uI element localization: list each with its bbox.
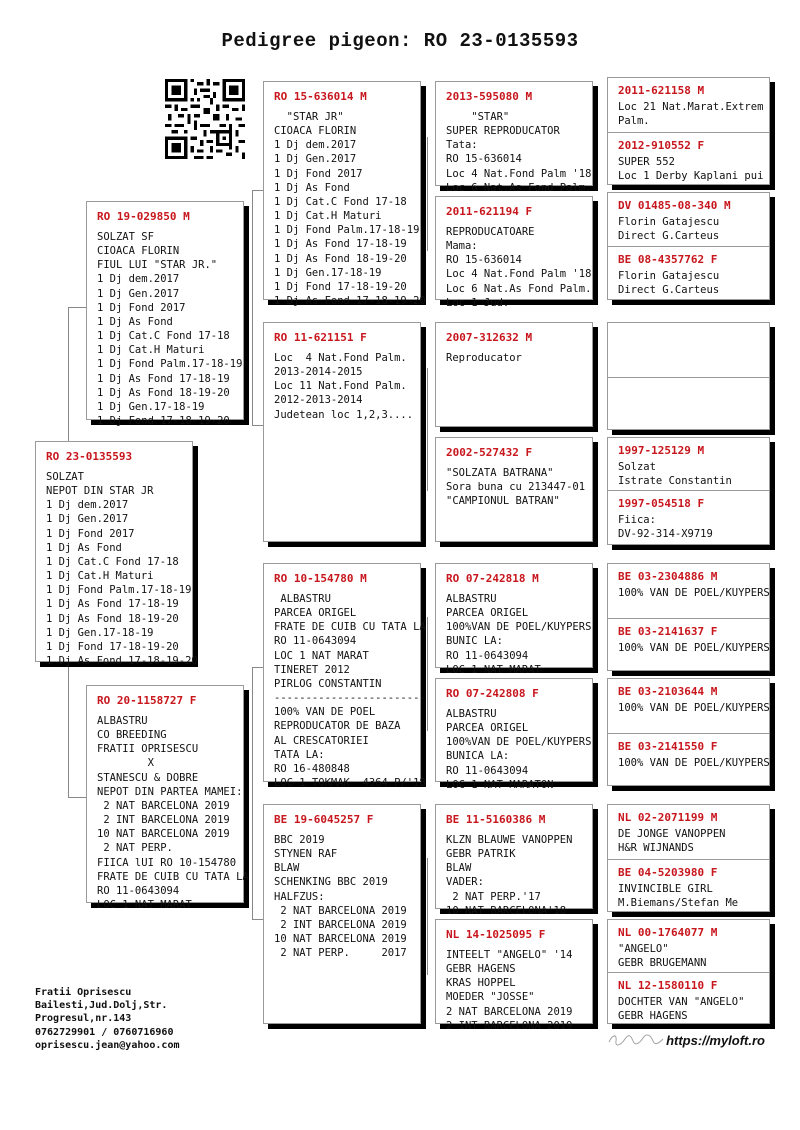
pigeon-details: Reproducator	[446, 352, 522, 364]
connector-line	[252, 919, 263, 920]
ring-number: RO 20-1158727 F	[97, 694, 197, 707]
ring-number: RO 23-0135593	[46, 450, 133, 463]
pedigree-card-subject	[35, 441, 198, 668]
connector-line	[252, 667, 263, 668]
signature-icon	[607, 1030, 665, 1048]
pigeon-details: Fiica: DV-92-314-X9719	[618, 514, 713, 541]
ring-number: 1997-054518 F	[618, 497, 705, 510]
pedigree-card-gen3-3	[435, 322, 593, 427]
pedigree-card-gen3-8	[435, 919, 593, 1032]
pedigree-card-dam-sire	[263, 563, 426, 790]
pedigree-card-gen3-6	[435, 678, 593, 791]
pigeon-details: INTEELT "ANGELO" '14 GEBR HAGENS KRAS HOPPEL MOEDER "JOSSE" 2 NAT BARCELONA 2019 2 INT BARCELONA 2019	[446, 949, 573, 1032]
pedigree-card-sire	[86, 201, 244, 428]
pedigree-card-gen3-1	[435, 81, 593, 194]
pigeon-details: "STAR JR" CIOACA FLORIN 1 Dj dem.2017 1 Dj Gen.2017 1 Dj Fond 2017 1 Dj As Fond 1 Dj Cat.C Fond 17-18 1 Dj Cat.H Maturi 1 Dj Fond Palm.17-18-19 1 Dj As Fond 17-18-19 1 Dj As Fond 18-19-20 1 Dj Gen.17-18-19 1 Dj Fond 17-18-19-20 1 Dj As Fond 17-18-19-20	[274, 111, 426, 308]
pigeon-details: "STAR" SUPER REPRODUCATOR Tata: RO 15-636014 Loc 4 Nat.Fond Palm '18 Loc 6 Nat.As Fond Palm.	[446, 111, 592, 194]
pigeon-details: Solzat Istrate Constantin	[618, 461, 732, 488]
ring-number: RO 19-029850 M	[97, 210, 190, 223]
pigeon-details: ALBASTRU CO BREEDING FRATII OPRISESCU X STANESCU & DOBRE NEPOT DIN PARTEA MAMEI: 2 NAT BARCELONA 2019 2 INT BARCELONA 2019 10 NAT BARCELONA 2019 2 NAT PERP. FIICA lUI RO 10-154780 FRATE DE CUIB CU TATA LA RO 11-0643094 LOC 1 NAT MARAT	[97, 715, 249, 912]
connector-line	[68, 797, 87, 798]
ring-number: NL 12-1580110 F	[618, 979, 718, 992]
connector-line	[68, 662, 69, 797]
pigeon-details: ALBASTRU PARCEA ORIGEL 100%VAN DE POEL/KUYPERS BUNICA LA: RO 11-0643094 LOC 1 NAT MARATON	[446, 708, 592, 791]
pigeon-details: SUPER 552 Loc 1 Derby Kaplani pui	[618, 156, 764, 183]
ring-number: BE 08-4357762 F	[618, 253, 718, 266]
pedigree-card-gen3-2	[435, 196, 593, 309]
website-link[interactable]: https://myloft.ro	[666, 1033, 765, 1048]
pigeon-details: KLZN BLAUWE VANOPPEN GEBR PATRIK BLAW VADER: 2 NAT PERP.'17 10 NAT BARCELONA'18	[446, 834, 573, 917]
pigeon-details: ALBASTRU PARCEA ORIGEL 100%VAN DE POEL/KUYPERS BUNIC LA: RO 11-0643094 LOC 1 NAT MARAT	[446, 593, 592, 676]
pigeon-details: 100% VAN DE POEL/KUYPERS	[618, 702, 770, 714]
ring-number: BE 19-6045257 F	[274, 813, 374, 826]
pedigree-card-gen4-pair-8	[607, 919, 770, 1024]
ring-number: BE 11-5160386 M	[446, 813, 546, 826]
qr-code	[165, 79, 245, 159]
pedigree-card-gen4-pair-1	[607, 77, 770, 185]
ring-number: 2011-621158 M	[618, 84, 705, 97]
pigeon-details: "ANGELO" GEBR BRUGEMANN	[618, 943, 707, 970]
connector-line	[427, 368, 428, 491]
connector-line	[427, 137, 428, 251]
pigeon-details: SOLZAT SF CIOACA FLORIN FIUL LUI "STAR JR." 1 Dj dem.2017 1 Dj Gen.2017 1 Dj Fond 2017 1 Dj As Fond 1 Dj Cat.C Fond 17-18 1 Dj Cat.H Maturi 1 Dj Fond Palm.17-18-19 1 Dj As Fond 17-18-19 1 Dj As Fond 18-19-20 1 Dj Gen.17-18-19 1 Dj Fond 17-18-19-20	[97, 231, 243, 428]
pedigree-card-sire-sire	[263, 81, 426, 308]
pigeon-details: REPRODUCATOARE Mama: RO 15-636014 Loc 4 Nat.Fond Palm '18 Loc 6 Nat.As Fond Palm. Loc 1 Jud.	[446, 226, 592, 309]
ring-number: NL 14-1025095 F	[446, 928, 546, 941]
ring-number: 2011-621194 F	[446, 205, 533, 218]
connector-line	[68, 307, 87, 308]
pigeon-details: "SOLZATA BATRANA" Sora buna cu 213447-01 "CAMPIONUL BATRAN"	[446, 467, 586, 508]
connector-line	[427, 858, 428, 975]
pedigree-card-gen4-pair-7	[607, 804, 770, 912]
pedigree-card-sire-dam	[263, 322, 421, 542]
ring-number: BE 03-2304886 M	[618, 570, 718, 583]
ring-number: RO 07-242818 M	[446, 572, 539, 585]
ring-number: 2002-527432 F	[446, 446, 533, 459]
ring-number: 2007-312632 M	[446, 331, 533, 344]
pigeon-details: Florin Gatajescu Direct G.Carteus	[618, 270, 720, 297]
pigeon-details: Loc 21 Nat.Marat.Extrem Palm.	[618, 101, 764, 128]
pigeon-details: SOLZAT NEPOT DIN STAR JR 1 Dj dem.2017 1 Dj Gen.2017 1 Dj Fond 2017 1 Dj As Fond 1 Dj Cat.C Fond 17-18 1 Dj Cat.H Maturi 1 Dj Fond Palm.17-18-19 1 Dj As Fond 17-18-19 1 Dj As Fond 18-19-20 1 Dj Gen.17-18-19 1 Dj Fond 17-18-19-20 1 Dj As Fond 17-18-19-20	[46, 471, 198, 668]
connector-line	[252, 667, 253, 919]
connector-line	[68, 307, 69, 441]
pigeon-details: 100% VAN DE POEL/KUYPERS	[618, 642, 770, 654]
page-title: Pedigree pigeon: RO 23-0135593	[221, 30, 579, 52]
ring-number: NL 00-1764077 M	[618, 926, 718, 939]
pedigree-card-gen4-pair-5	[607, 563, 770, 671]
pigeon-details: ALBASTRU PARCEA ORIGEL FRATE DE CUIB CU TATA LA RO 11-0643094 LOC 1 NAT MARAT TINERET 2012 PIRLOG CONSTANTIN ------------------------ 100% VAN DE POEL REPRODUCATOR DE BAZA AL CRESCATORIEI TATA LA: RO 16-480848 LOC 1 TOKMAK 4364 P/'18	[274, 593, 426, 790]
ring-number: RO 07-242808 F	[446, 687, 539, 700]
ring-number: RO 11-621151 F	[274, 331, 367, 344]
pedigree-card-dam	[86, 685, 249, 912]
connector-line	[252, 190, 263, 191]
ring-number: BE 03-2141550 F	[618, 740, 718, 753]
ring-number: BE 03-2103644 M	[618, 685, 718, 698]
ring-number: 2013-595080 M	[446, 90, 533, 103]
ring-number: RO 15-636014 M	[274, 90, 367, 103]
pigeon-details: Loc 4 Nat.Fond Palm. 2013-2014-2015 Loc 11 Nat.Fond Palm. 2012-2013-2014 Judetean loc 1,2,3....	[274, 352, 414, 421]
pedigree-card-gen4-pair-6	[607, 678, 770, 786]
pedigree-card-gen4-pair-4	[607, 437, 770, 545]
pigeon-details: BBC 2019 STYNEN RAF BLAW SCHENKING BBC 2019 HALFZUS: 2 NAT BARCELONA 2019 2 INT BARCELONA 2019 10 NAT BARCELONA 2019 2 NAT PERP. 2017	[274, 834, 407, 960]
ring-number: NL 02-2071199 M	[618, 811, 718, 824]
ring-number: RO 10-154780 M	[274, 572, 367, 585]
pigeon-details: INVINCIBLE GIRL M.Biemans/Stefan Me	[618, 883, 739, 910]
pedigree-card-gen3-4	[435, 437, 593, 542]
breeder-contact: Fratii Oprisescu Bailesti,Jud.Dolj,Str. Progresul,nr.143 0762729901 / 0760716960 oprisescu.jean@yahoo.com	[35, 987, 180, 1051]
ring-number: 1997-125129 M	[618, 444, 705, 457]
pigeon-details: DE JONGE VANOPPEN H&R WIJNANDS	[618, 828, 726, 855]
pedigree-card-gen4-pair-2	[607, 192, 770, 300]
ring-number: DV 01485-08-340 M	[618, 199, 731, 212]
pedigree-card-gen3-5	[435, 563, 593, 676]
pigeon-details: 100% VAN DE POEL/KUYPERS	[618, 587, 770, 599]
pigeon-details: Florin Gatajescu Direct G.Carteus	[618, 216, 720, 243]
pedigree-card-gen3-7	[435, 804, 593, 917]
ring-number: BE 04-5203980 F	[618, 866, 718, 879]
connector-line	[252, 425, 263, 426]
connector-line	[252, 190, 253, 425]
pigeon-details: 100% VAN DE POEL/KUYPERS	[618, 757, 770, 769]
pedigree-card-dam-dam	[263, 804, 421, 1024]
pigeon-details: DOCHTER VAN "ANGELO" GEBR HAGENS	[618, 996, 745, 1023]
pedigree-card-gen4-pair-3	[607, 322, 770, 430]
ring-number: 2012-910552 F	[618, 139, 705, 152]
connector-line	[427, 617, 428, 731]
ring-number: BE 03-2141637 F	[618, 625, 718, 638]
